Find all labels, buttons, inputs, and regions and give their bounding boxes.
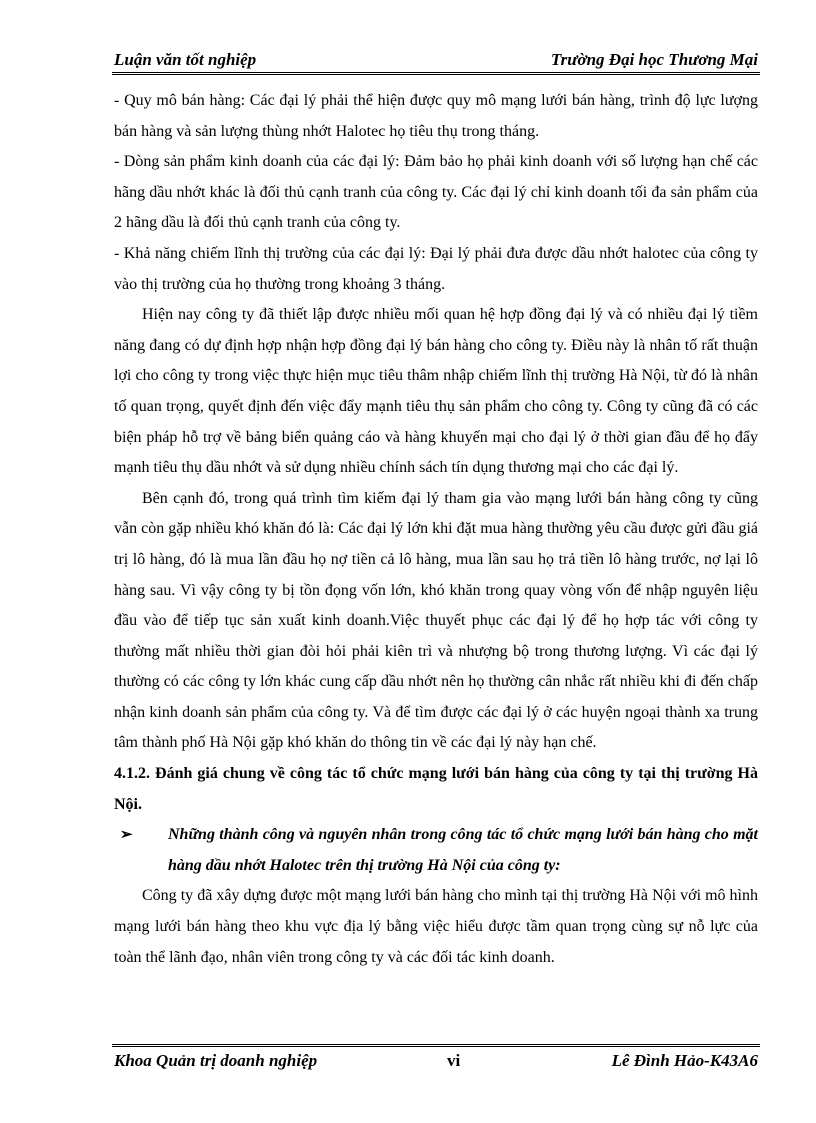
page-footer [112,1044,760,1071]
header-right-title: Trường Đại học Thương Mại [550,50,758,69]
document-body [114,86,758,973]
footer-left: Khoa Quản trị doanh nghiệp [114,1051,318,1070]
paragraph-achievements: Công ty đã xây dựng được một mạng lưới bán hàng cho mình tại thị trường Hà Nội với mô hình mạng lưới bán hàng theo khu vực địa lý bằng việc hiểu được tầm quan trọng cùng sự nỗ lực của toàn thể lãnh đạo, nhân viên trong công ty và các đối tác kinh doanh. [114,887,758,966]
page-number: vi [447,1051,461,1070]
paragraph-product-line: - Dòng sản phẩm kinh doanh của các đại lý: Đảm bảo họ phải kinh doanh với số lượng hạn chế các hãng dầu nhớt khác là đối thủ cạnh tranh của công ty. Các đại lý chỉ kinh doanh tối đa sản phẩm của 2 hãng dầu là đối thủ cạnh tranh của công ty. [114,153,758,232]
footer-right: Lê Đình Hảo-K43A6 [611,1051,758,1070]
bullet-heading [114,820,758,881]
paragraph-market-share: - Khả năng chiếm lĩnh thị trường của các đại lý: Đại lý phải đưa được dầu nhớt halotec của công ty vào thị trường của họ thường trong khoảng 3 tháng. [114,244,758,293]
page-header [112,48,760,75]
bullet-heading-text: Những thành công và nguyên nhân trong công tác tổ chức mạng lưới bán hàng cho mặt hàng dầu nhớt Halotec trên thị trường Hà Nội của công ty: [168,826,758,874]
section-heading: 4.1.2. Đánh giá chung về công tác tổ chức mạng lưới bán hàng của công ty tại thị trường Hà Nội. [114,765,758,813]
header-left-title: Luận văn tốt nghiệp [114,50,257,69]
paragraph-sales-scale: - Quy mô bán hàng: Các đại lý phải thể hiện được quy mô mạng lưới bán hàng, trình độ lực lượng bán hàng và sản lượng thùng nhớt Halotec họ tiêu thụ trong tháng. [114,92,758,140]
paragraph-current-status: Hiện nay công ty đã thiết lập được nhiều mối quan hệ hợp đồng đại lý và có nhiều đại lý tiềm năng đang có dự định hợp nhận hợp đồng đại lý bán hàng cho công ty. Điều này là nhân tố rất thuận lợi cho công ty trong việc thực hiện mục tiêu thâm nhập chiếm lĩnh thị trường Hà Nội, từ đó là nhân tố quan trọng, quyết định đến việc đẩy mạnh tiêu thụ sản phẩm cho công ty. Công ty cũng đã có các biện pháp hỗ trợ về bảng biển quảng cáo và hàng khuyến mại cho đại lý ở thời gian đầu để họ đẩy mạnh tiêu thụ dầu nhớt và sử dụng nhiều chính sách tín dụng thương mại cho các đại lý. [114,306,758,477]
paragraph-difficulties: Bên cạnh đó, trong quá trình tìm kiếm đại lý tham gia vào mạng lưới bán hàng công ty cũng vẫn còn gặp nhiều khó khăn đó là: Các đại lý lớn khi đặt mua hàng thường yêu cầu được gửi đầu giá trị lô hàng, đó là mua lần đầu họ nợ tiền cả lô hàng, mua lần sau họ trả tiền lô hàng trước, nợ lại lô hàng sau. Vì vậy công ty bị tồn đọng vốn lớn, khó khăn trong quay vòng vốn để nhập nguyên liệu đầu vào để tiếp tục sản xuất kinh doanh.Việc thuyết phục các đại lý để họ hợp tác với công ty thường mất nhiều thời gian đòi hỏi phải kiên trì và nhượng bộ trong thương lượng. Vì các đại lý thường có các công ty lớn khác cung cấp dầu nhớt nên họ thường cân nhắc rất nhiều khi đi đến chấp nhận kinh doanh sản phẩm của công ty. Và để tìm được các đại lý ở các huyện ngoại thành xa trung tâm thành phố Hà Nội gặp khó khăn do thông tin về các đại lý này hạn chế. [114,489,758,752]
arrow-bullet-icon: ➢ [120,827,133,844]
